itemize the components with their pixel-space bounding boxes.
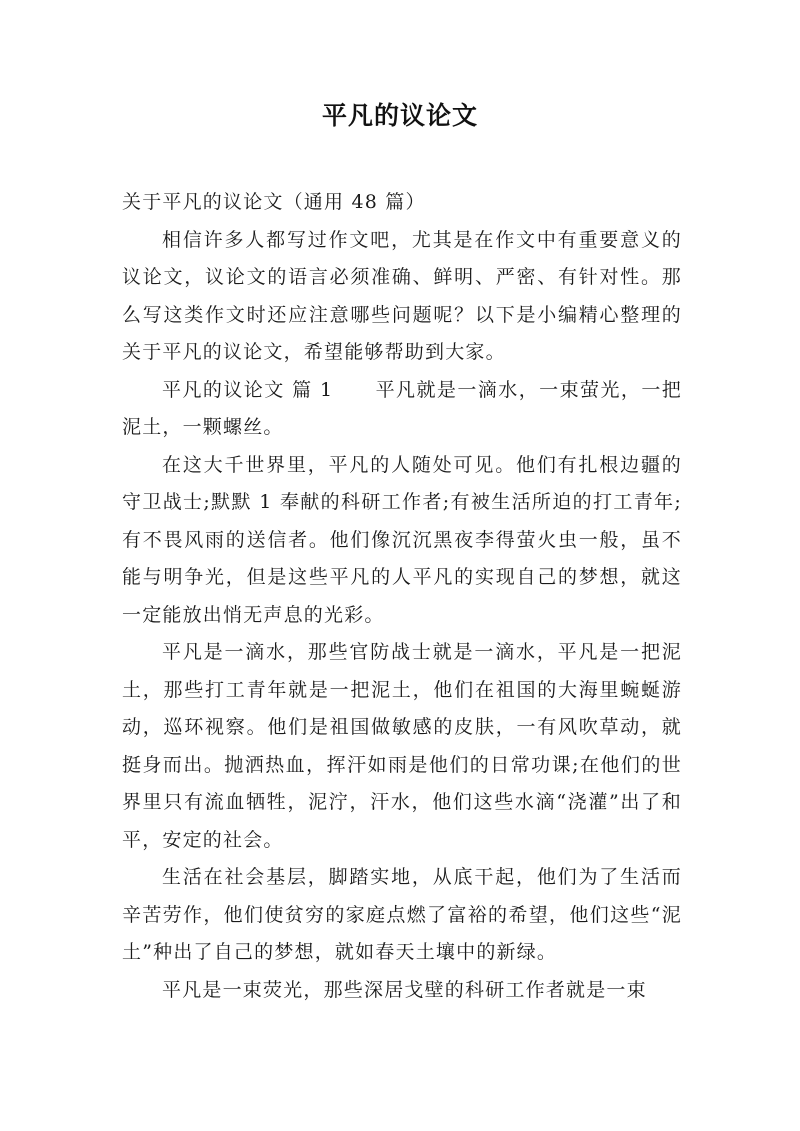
article-heading: 平凡的议论文 篇 1: [162, 378, 334, 401]
body-paragraph: 平凡是一滴水，那些官防战士就是一滴水，平凡是一把泥土，那些打工青年就是一把泥土，他们在祖国的大海里蜿蜒游动，巡环视察。他们是祖国做敏感的皮肤，一有风吹草动，就挺身而出。抛洒热血，挥汗如雨是他们的日常功课;在他们的世界里只有流血牺牲，泥泞，汗水，他们这些水滴“浇灌”出了和平，安定的社会。: [122, 641, 682, 851]
document-body: [122, 184, 682, 1009]
intro-paragraph: 相信许多人都写过作文吧，尤其是在作文中有重要意义的议论文，议论文的语言必须准确、鲜明、严密、有针对性。那么写这类作文时还应注意哪些问题呢？以下是小编精心整理的关于平凡的议论文，希望能够帮助到大家。: [122, 228, 682, 363]
page-title: 平凡的议论文: [321, 101, 478, 130]
body-paragraph: 生活在社会基层，脚踏实地，从底干起，他们为了生活而辛苦劳作，他们使贫穷的家庭点燃了富裕的希望，他们这些“泥土”种出了自己的梦想，就如春天土壤中的新绿。: [122, 866, 682, 963]
article-opening-paragraph: [122, 372, 682, 447]
document-subtitle: 关于平凡的议论文（通用 48 篇）: [122, 191, 426, 213]
article-first-line: 平凡就是一滴水，一束萤光，一把泥土，一颗螺丝。: [122, 378, 682, 438]
body-paragraph: 在这大千世界里，平凡的人随处可见。他们有扎根边疆的守卫战士;默默 1 奉献的科研工作者;有被生活所迫的打工青年;有不畏风雨的送信者。他们像沉沉黑夜李得萤火虫一般，虽不能与明争光，但是这些平凡的人平凡的实现自己的梦想，就这一定能放出悄无声息的光彩。: [122, 453, 682, 626]
body-paragraph: 平凡是一束荧光，那些深居戈壁的科研工作者就是一束: [162, 978, 647, 1001]
